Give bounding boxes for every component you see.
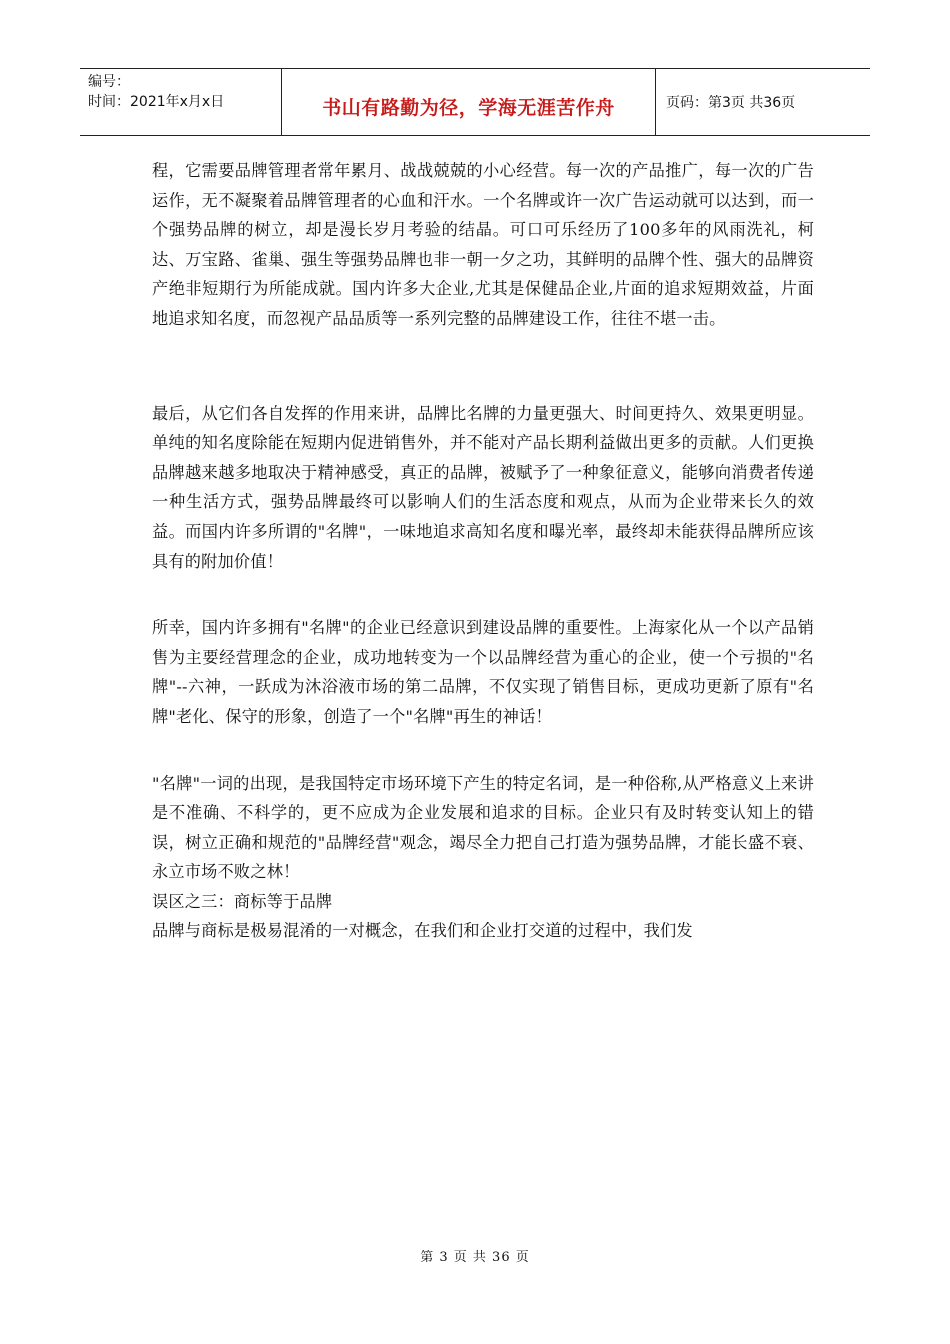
section-heading: 误区之三：商标等于品牌: [152, 891, 333, 911]
paragraph-gap: [152, 334, 814, 399]
document-number-label: 编号：: [88, 74, 130, 90]
header-motto-cell: [282, 69, 656, 135]
paragraph-1: 程，它需要品牌管理者常年累月、战战兢兢的小心经营。每一次的产品推广，每一次的广告运作，无不凝聚着品牌管理者的心血和汗水。一个名牌或许一次广告运动就可以达到，而一个强势品牌的树立，却是漫长岁月考验的结晶。可口可乐经历了100多年的风雨洗礼，柯达、万宝路、雀巢、强生等强势品牌也非一朝一夕之功，其鲜明的品牌个性、强大的品牌资产绝非短期行为所能成就。国内许多大企业,尤其是保健品企业,片面的追求短期效益，片面地追求知名度，而忽视产品品质等一系列完整的品牌建设工作，往往不堪一击。: [152, 161, 814, 328]
paragraph-5: 品牌与商标是极易混淆的一对概念，在我们和企业打交道的过程中，我们发: [152, 921, 693, 941]
paragraph-4: "名牌"一词的出现，是我国特定市场环境下产生的特定名词，是一种俗称,从严格意义上来讲是不准确、不科学的，更不应成为企业发展和追求的目标。企业只有及时转变认知上的错误，树立正确和规范的"品牌经营"观念，竭尽全力把自己打造为强势品牌，才能长盛不衰、永立市场不败之林！: [152, 773, 814, 882]
document-date-label: 时间：2021年x月x日: [88, 94, 225, 110]
page-footer: 第 3 页 共 36 页: [420, 1250, 530, 1265]
header-meta-cell: [80, 69, 282, 135]
paragraph-gap: [152, 576, 814, 613]
document-body: [152, 156, 814, 946]
paragraph-2: 最后，从它们各自发挥的作用来讲，品牌比名牌的力量更强大、时间更持久、效果更明显。单纯的知名度除能在短期内促进销售外，并不能对产品长期利益做出更多的贡献。人们更换品牌越来越多地取决于精神感受，真正的品牌，被赋予了一种象征意义，能够向消费者传递一种生活方式，强势品牌最终可以影响人们的生活态度和观点，从而为企业带来长久的效益。而国内许多所谓的"名牌"，一味地追求高知名度和曝光率，最终却未能获得品牌所应该具有的附加价值！: [152, 403, 814, 571]
header-page-cell: [656, 69, 870, 135]
paragraph-gap: [152, 732, 814, 769]
paragraph-3: 所幸，国内许多拥有"名牌"的企业已经意识到建设品牌的重要性。上海家化从一个以产品销售为主要经营理念的企业，成功地转变为一个以品牌经营为重心的企业，使一个亏损的"名牌"--六神，一跃成为沐浴液市场的第二品牌，不仅实现了销售目标，更成功更新了原有"名牌"老化、保守的形象，创造了一个"名牌"再生的神话！: [152, 618, 814, 726]
header-page-info: 页码：第3页 共36页: [666, 95, 796, 111]
header-table: [80, 68, 870, 136]
header-motto: 书山有路勤为径，学海无涯苦作舟: [322, 96, 615, 119]
